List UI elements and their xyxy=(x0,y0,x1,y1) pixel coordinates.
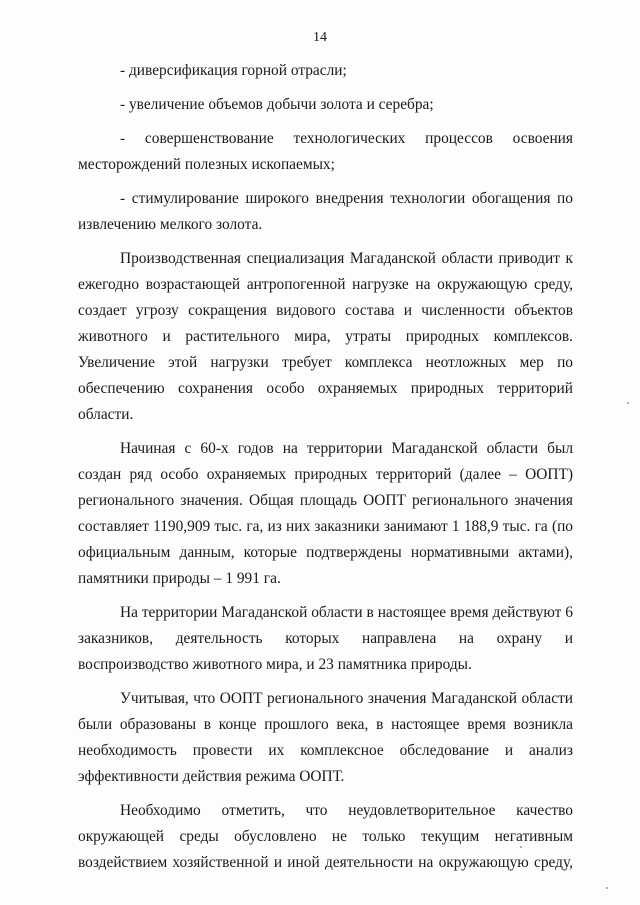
body-text xyxy=(78,58,573,876)
scan-speck xyxy=(520,846,522,848)
list-item-enrichment: - стимулирование широкого внедрения технологии обогащения по извлечению мелкого золота. xyxy=(78,190,573,233)
scan-speck xyxy=(627,402,629,404)
scan-speck xyxy=(606,887,608,889)
page-number: 14 xyxy=(313,30,327,45)
list-item-gold-silver: - увеличение объемов добычи золота и серебра; xyxy=(120,96,434,113)
paragraph-specialization: Производственная специализация Магаданской области приводит к ежегодно возрастающей антропогенной нагрузке на окружающую среду, создает угрозу сокращения видового состава и численности объектов животного и растительного мира, утраты природных комплексов. Увеличение этой нагрузки требует комплекса неотложных мер по обеспечению сохранения особо охраняемых природных территорий области. xyxy=(78,250,573,423)
list-item-diversification: - диверсификация горной отрасли; xyxy=(120,62,347,79)
list-item-technology: - совершенствование технологических процессов освоения месторождений полезных ископаемых; xyxy=(78,130,573,173)
paragraph-reserves: На территории Магаданской области в настоящее время действуют 6 заказников, деятельность которых направлена на охрану и воспроизводство животного мира, и 23 памятника природы. xyxy=(78,604,573,673)
paragraph-oopt-history: Начиная с 60-х годов на территории Магаданской области был создан ряд особо охраняемых природных территорий (далее – ООПТ) регионального значения. Общая площадь ООПТ регионального значения составляет 1190,909 тыс. га, из них заказники занимают 1 188,9 тыс. га (по официальным данным, которые подтверждены нормативными актами), памятники природы – 1 991 га. xyxy=(78,440,573,587)
paragraph-environment: Необходимо отметить, что неудовлетворительное качество окружающей среды обусловлено не только текущим негативным воздействием хозяйственной и иной деятельности на окружающую среду, xyxy=(78,802,573,871)
paragraph-survey: Учитывая, что ООПТ регионального значения Магаданской области были образованы в конце прошлого века, в настоящее время возникла необходимость провести их комплексное обследование и анализ эффективности действия режима ООПТ. xyxy=(78,690,573,785)
